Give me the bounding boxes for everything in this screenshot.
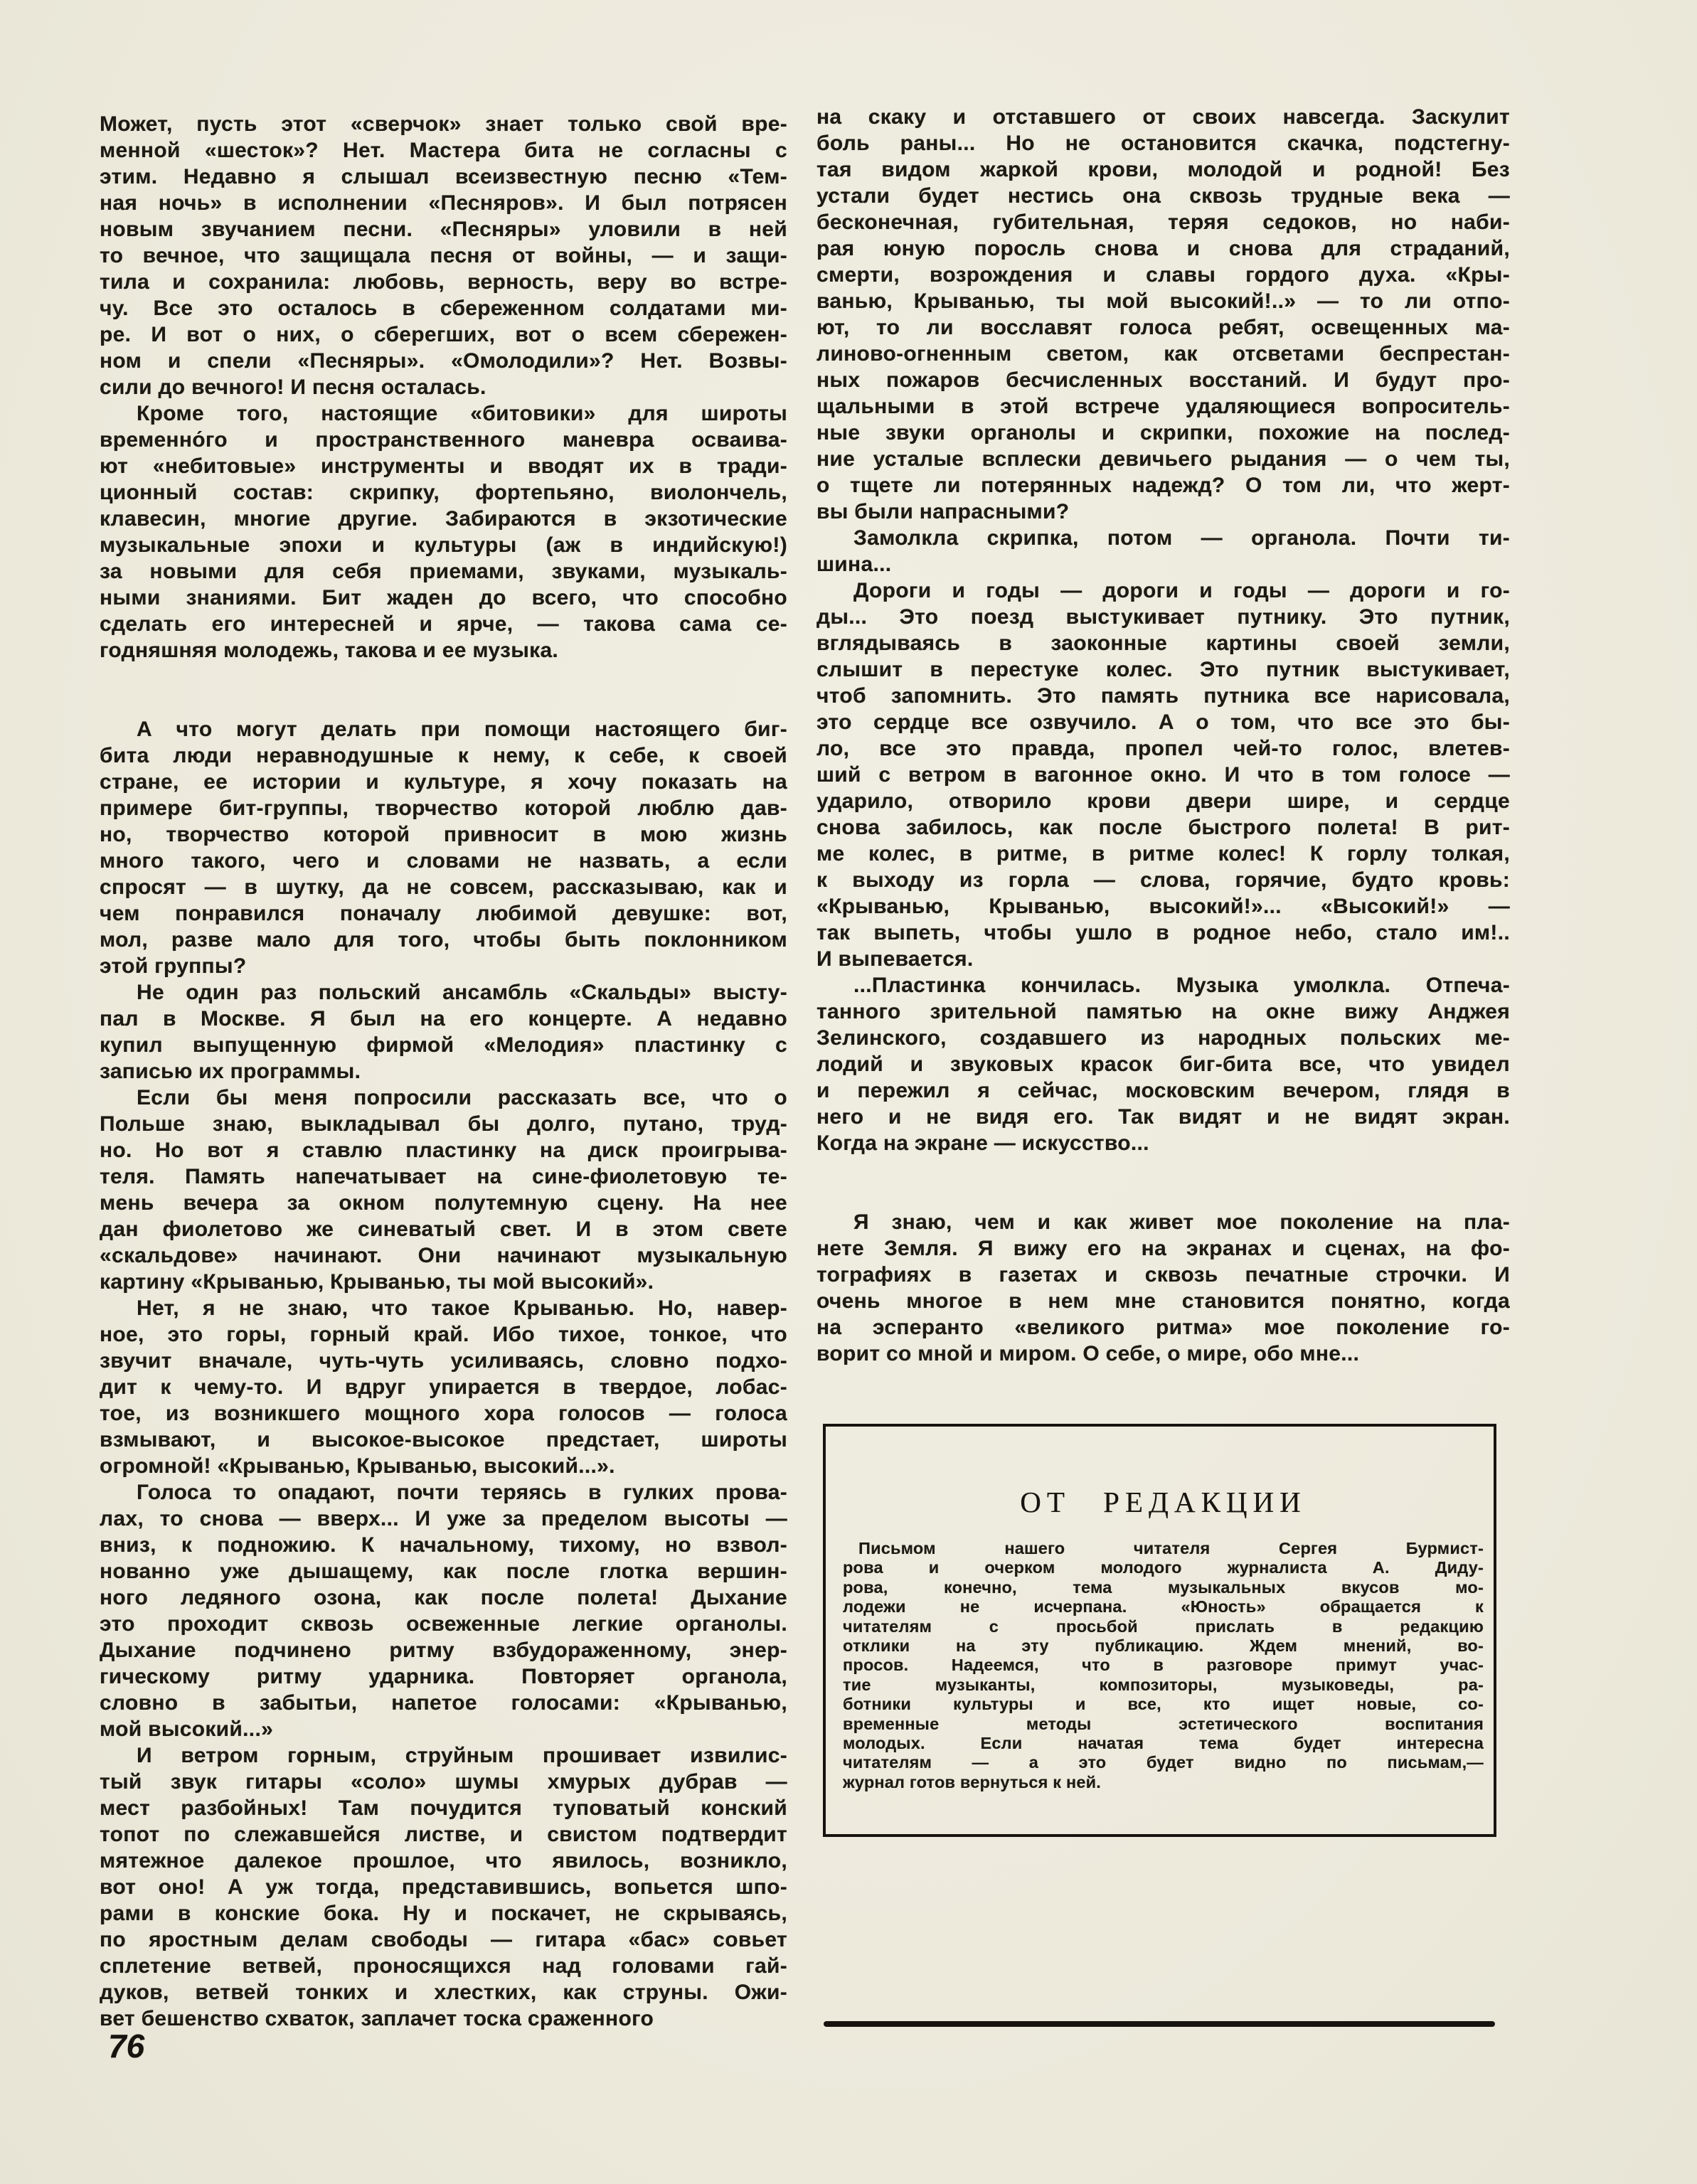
- text-line: нованно уже дышащему, как после глотка вершин-: [100, 1560, 787, 1583]
- text-line: читателям с просьбой прислать в редакцию: [843, 1616, 1484, 1636]
- text-line: тая видом жаркой крови, молодой и родной! Без: [816, 158, 1510, 181]
- text-line: о тщете ли потерянных надежд? О том ли, что жерт-: [816, 474, 1510, 497]
- text-line: теля. Память напечатывает на сине-фиолетовую те-: [100, 1165, 787, 1188]
- text-line: рами в конские бока. Ну и поскачет, не скрываясь,: [100, 1902, 787, 1925]
- paragraph: [100, 1479, 787, 1742]
- text-line: ние усталые всплески девичьего рыдания — о чем ты,: [816, 447, 1510, 471]
- text-line: менной «шесток»? Нет. Мастера бита не согласны с: [100, 139, 787, 162]
- text-line: картину «Крыванью, Крыванью, ты мой высокий».: [100, 1270, 654, 1294]
- paragraph: [816, 577, 1510, 972]
- text-line: Письмом нашего читателя Сергея Бурмист-: [858, 1539, 1484, 1557]
- text-line: стране, ее истории и культуре, я хочу показать на: [100, 770, 787, 794]
- text-line: нете Земля. Я вижу его на экранах и сценах, на фо-: [816, 1237, 1510, 1260]
- text-line: мятежное далекое прошлое, что явилось, возникло,: [100, 1849, 787, 1873]
- text-line: ворит со мной и миром. О себе, о мире, обо мне...: [816, 1342, 1360, 1365]
- text-line: Дыхание подчинено ритму взбудораженному, энер-: [100, 1639, 787, 1662]
- text-line: клавесин, многие другие. Забираются в экзотические: [100, 507, 787, 531]
- text-line: чу. Все это осталось в сбереженном солдатами ми-: [100, 297, 787, 320]
- text-column-right: [816, 104, 1510, 1367]
- text-line: танного зрительной памятью на окне вижу Анджея: [816, 1000, 1510, 1023]
- paragraph: [100, 979, 787, 1085]
- paragraph: [816, 1209, 1510, 1367]
- text-line: ботники культуры и все, кто ищет новые, со-: [843, 1695, 1484, 1714]
- text-line: А что могут делать при помощи настоящего биг-: [137, 718, 787, 741]
- text-line: Может, пусть этот «сверчок» знает только свой вре-: [100, 112, 787, 136]
- text-line: мол, разве мало для того, чтобы быть поклонником: [100, 928, 787, 952]
- text-line: дан фиолетово же синеватый свет. И в этом свете: [100, 1218, 787, 1241]
- text-line: рова, конечно, тема музыкальных вкусов мо-: [843, 1577, 1484, 1597]
- text-line: Зелинского, создавшего из народных польских ме-: [816, 1026, 1510, 1050]
- text-line: И выпевается.: [816, 947, 974, 971]
- text-line: тое, из возникшего мощного хора голосов — голоса: [100, 1402, 787, 1425]
- text-line: ют, то ли восславят голоса ребят, освещенных ма-: [816, 316, 1510, 339]
- page-number: 76: [108, 2028, 145, 2065]
- text-line: тила и сохранила: любовь, верность, веру во встре-: [100, 270, 787, 294]
- text-line: ванью, Крыванью, ты мой высокий!..» — то ли отпо-: [816, 289, 1510, 313]
- text-line: читателям — а это будет видно по письмам,—: [843, 1753, 1484, 1772]
- text-line: ...Пластинка кончилась. Музыка умолкла. Отпеча-: [853, 974, 1510, 997]
- text-line: ных пожаров бесчисленных восстаний. И будут про-: [816, 368, 1510, 392]
- text-line: лодий и звуковых красок биг-бита все, что увидел: [816, 1053, 1510, 1076]
- text-line: взмывают, и высокое-высокое предстает, широты: [100, 1428, 787, 1451]
- text-line: отклики на эту публикацию. Ждем мнений, во-: [843, 1636, 1484, 1655]
- text-line: спросят — в шутку, да не совсем, рассказываю, как и: [100, 875, 787, 899]
- text-line: ными знаниями. Бит жаден до всего, что способно: [100, 586, 787, 609]
- text-line: сплетение ветвей, проносящихся над головами гай-: [100, 1954, 787, 1978]
- text-line: бита люди неравнодушные к нему, к себе, к своей: [100, 744, 787, 767]
- text-line: пал в Москве. Я был на его концерте. А недавно: [100, 1007, 787, 1030]
- text-line: ударило, отворило крови двери шире, и сердце: [816, 789, 1510, 813]
- editorial-box-title: ОТ РЕДАКЦИИ: [1020, 1486, 1307, 1518]
- text-line: вглядываясь в заоконные картины своей земли,: [816, 632, 1510, 655]
- text-line: по яростным делам свободы — гитара «бас» совьет: [100, 1928, 787, 1951]
- text-line: звучит вначале, чуть-чуть усиливаясь, словно подхо-: [100, 1349, 787, 1373]
- text-line: Польше знаю, выкладывал бы долго, путано, труд-: [100, 1112, 787, 1136]
- text-line: этой группы?: [100, 954, 247, 978]
- text-line: Дороги и годы — дороги и годы — дороги и го-: [853, 579, 1510, 602]
- text-line: Я знаю, чем и как живет мое поколение на пла-: [853, 1210, 1510, 1234]
- paragraph: [843, 1539, 1484, 1792]
- text-line: топот по слежавшейся листве, и свистом подтвердит: [100, 1823, 787, 1846]
- text-line: Замолкла скрипка, потом — органола. Почти ти-: [853, 526, 1510, 550]
- text-line: дит к чему-то. И вдруг упирается в твердое, лобас-: [100, 1375, 787, 1399]
- section-gap: [100, 664, 787, 716]
- text-line: записью их программы.: [100, 1060, 361, 1083]
- text-line: Если бы меня попросили рассказать все, что о: [137, 1086, 787, 1109]
- text-line: временно́го и пространственного маневра осваива-: [100, 428, 787, 452]
- text-line: ре. И вот о них, о сберегших, вот о всем сбережен-: [100, 323, 787, 346]
- text-line: щальными в этой встрече удаляющиеся вопроситель-: [816, 395, 1510, 418]
- text-line: ная ночь» в исполнении «Песняров». И был потрясен: [100, 191, 787, 215]
- text-line: лодежи не исчерпана. «Юность» обращается к: [843, 1597, 1484, 1616]
- text-line: так выпеть, чтобы ушло в родное небо, стало им!..: [816, 921, 1510, 944]
- text-line: ший с ветром в вагонное окно. И что в том голосе —: [816, 763, 1510, 787]
- text-line: примере бит-группы, творчество которой люблю дав-: [100, 797, 787, 820]
- text-line: ды... Это поезд выстукивает путнику. Это путник,: [816, 605, 1510, 629]
- text-column-left: [100, 111, 787, 2032]
- text-line: словно в забытьи, напетое голосами: «Крыванью,: [100, 1691, 787, 1715]
- text-line: ме колес, в ритме, в ритме колес! К горлу толкая,: [816, 842, 1510, 865]
- text-line: очень многое в нем мне становится понятно, когда: [816, 1289, 1510, 1313]
- text-line: тие музыканты, композиторы, музыковеды, ра-: [843, 1675, 1484, 1694]
- text-line: слышит в перестуке колес. Это путник выстукивает,: [816, 658, 1510, 681]
- text-line: за новыми для себя приемами, звуками, музыкаль-: [100, 560, 787, 583]
- text-line: купил выпущенную фирмой «Мелодия» пластинку с: [100, 1033, 787, 1057]
- text-line: него и не видя его. Так видят и не видят экран.: [816, 1105, 1510, 1129]
- text-line: это проходит сквозь освеженные легкие органолы.: [100, 1612, 787, 1636]
- text-line: Нет, я не знаю, что такое Крыванью. Но, навер-: [137, 1296, 787, 1320]
- text-line: рова и очерком молодого журналиста А. Диду-: [843, 1558, 1484, 1577]
- text-line: тый звук гитары «соло» шумы хмурых дубрав —: [100, 1770, 787, 1794]
- text-line: но. Но вот я ставлю пластинку на диск проигрыва-: [100, 1139, 787, 1162]
- paragraph: [816, 104, 1510, 525]
- text-line: боль раны... Но не остановится скачка, подстегну-: [816, 132, 1510, 155]
- text-line: ционный состав: скрипку, фортепьяно, виолончель,: [100, 481, 787, 504]
- text-line: И ветром горным, струйным прошивает извилис-: [137, 1744, 787, 1767]
- paragraph: [100, 716, 787, 979]
- divider-rule: [824, 2021, 1495, 2027]
- text-line: молодых. Если начатая тема будет интересна: [843, 1733, 1484, 1752]
- text-line: мест разбойных! Там почудится туповатый конский: [100, 1796, 787, 1820]
- text-line: это сердце все озвучило. А о том, что все это бы-: [816, 710, 1510, 734]
- text-line: ные звуки органолы и скрипки, похожие на послед-: [816, 421, 1510, 444]
- text-line: лах, то снова — вверх... И уже за пределом высоты —: [100, 1507, 787, 1530]
- text-line: Голоса то опадают, почти теряясь в гулких прова-: [137, 1481, 787, 1504]
- text-line: то вечное, что защищала песня от войны, — и защи-: [100, 244, 787, 267]
- text-line: сили до вечного! И песня осталась.: [100, 375, 486, 399]
- text-line: «Крыванью, Крыванью, высокий!»... «Высокий!» —: [816, 895, 1510, 918]
- paragraph: [100, 111, 787, 400]
- text-line: Когда на экране — искусство...: [816, 1131, 1149, 1155]
- text-line: просов. Надеемся, что в разговоре примут учас-: [843, 1656, 1484, 1675]
- section-gap: [816, 1156, 1510, 1209]
- paragraph: [100, 1085, 787, 1295]
- text-line: ного ледяного озона, как после полета! Дыхание: [100, 1586, 787, 1609]
- paragraph: [816, 972, 1510, 1156]
- paragraph: [816, 525, 1510, 577]
- text-line: устали будет нестись она сквозь трудные века —: [816, 184, 1510, 208]
- text-line: ное, это горы, горный край. Ибо тихое, тонкое, что: [100, 1323, 787, 1346]
- text-line: ном и спели «Песняры». «Омолодили»? Нет. Возвы-: [100, 349, 787, 373]
- editorial-box-text: [843, 1539, 1484, 1792]
- editorial-box: [823, 1424, 1496, 1837]
- text-line: Не один раз польский ансамбль «Скальды» высту-: [137, 981, 787, 1004]
- text-line: чтоб запомнить. Это память путника все нарисовала,: [816, 684, 1510, 708]
- text-line: шина...: [816, 553, 892, 576]
- text-line: «скальдове» начинают. Они начинают музыкальную: [100, 1244, 787, 1267]
- text-line: много такого, чего и словами не назвать, а если: [100, 849, 787, 873]
- text-line: вот оно! А уж тогда, представившись, вопьется шпо-: [100, 1875, 787, 1899]
- text-line: вет бешенство схваток, заплачет тоска сраженного: [100, 2007, 654, 2030]
- text-line: годняшняя молодежь, такова и ее музыка.: [100, 639, 559, 662]
- text-line: Кроме того, настоящие «битовики» для широты: [137, 402, 787, 425]
- paragraph: [100, 400, 787, 664]
- text-line: мой высокий...»: [100, 1717, 274, 1741]
- text-line: к выходу из горла — слова, горячие, будто кровь:: [816, 868, 1510, 892]
- text-line: снова забилось, как после быстрого полета! В рит-: [816, 816, 1510, 839]
- text-line: новым звучанием песни. «Песняры» уловили в ней: [100, 218, 787, 241]
- text-line: огромной! «Крыванью, Крыванью, высокий...».: [100, 1454, 615, 1478]
- text-line: но, творчество которой привносит в мою жизнь: [100, 823, 787, 846]
- text-line: вниз, к подножию. К начальному, тихому, но взвол-: [100, 1533, 787, 1557]
- text-line: на скаку и отставшего от своих навсегда. Заскулит: [816, 105, 1510, 129]
- paragraph: [100, 1295, 787, 1479]
- text-line: ло, все это правда, пропел чей-то голос, влетев-: [816, 737, 1510, 760]
- text-line: гическому ритму ударника. Повторяет органола,: [100, 1665, 787, 1688]
- text-line: смерти, возрождения и славы гордого духа. «Кры-: [816, 263, 1510, 287]
- text-line: ют «небитовые» инструменты и вводят их в тради-: [100, 454, 787, 478]
- text-line: линово-огненным светом, как отсветами беспрестан-: [816, 342, 1510, 366]
- text-line: дуков, ветвей тонких и хлестких, как струны. Ожи-: [100, 1981, 787, 2004]
- text-line: на эсперанто «великого ритма» мое поколение го-: [816, 1316, 1510, 1339]
- text-line: и пережил я сейчас, московским вечером, глядя в: [816, 1079, 1510, 1102]
- text-line: рая юную поросль снова и снова для страданий,: [816, 237, 1510, 260]
- text-line: этим. Недавно я слышал всеизвестную песню «Тем-: [100, 165, 787, 188]
- text-line: чем понравился поначалу любимой девушке: вот,: [100, 902, 787, 925]
- text-line: тографиях в газетах и сквозь печатные строчки. И: [816, 1263, 1510, 1287]
- text-line: журнал готов вернуться к ней.: [843, 1772, 1101, 1791]
- text-line: вы были напрасными?: [816, 500, 1070, 523]
- text-line: бесконечная, губительная, теряя седоков, но наби-: [816, 211, 1510, 234]
- paragraph: [100, 1742, 787, 2032]
- text-line: музыкальные эпохи и культуры (аж в индийскую!): [100, 533, 787, 557]
- text-line: временные методы эстетического воспитания: [843, 1714, 1484, 1733]
- text-line: мень вечера за окном полутемную сцену. На нее: [100, 1191, 787, 1215]
- text-line: сделать его интересней и ярче, — такова сама се-: [100, 612, 787, 636]
